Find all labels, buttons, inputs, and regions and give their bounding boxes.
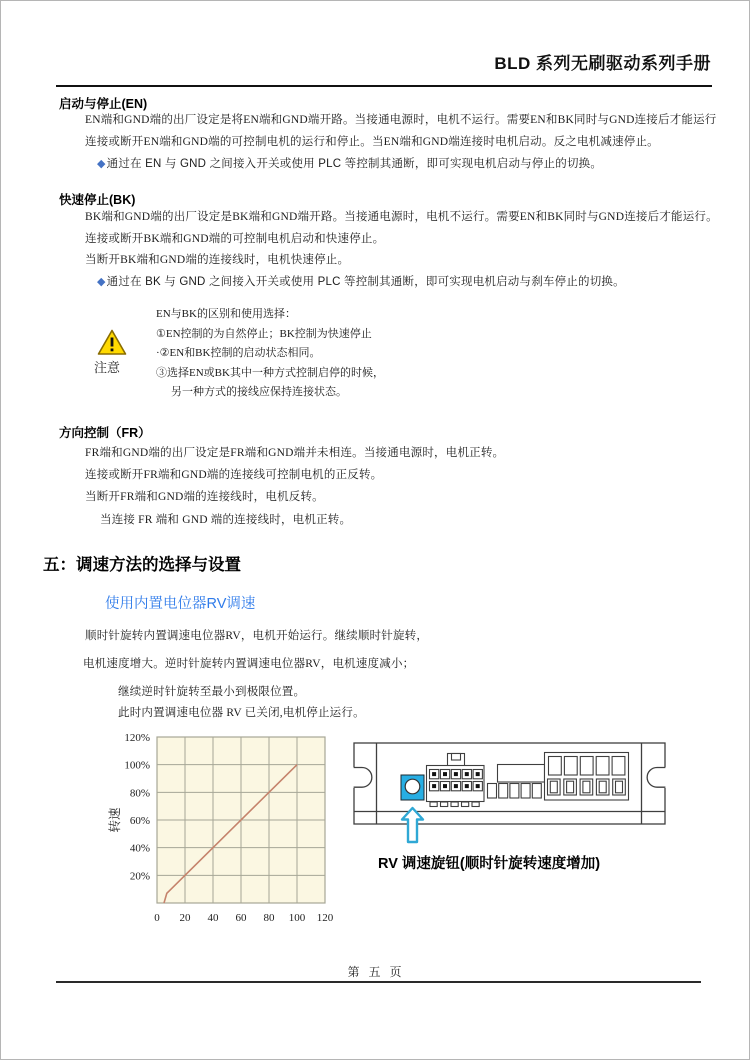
x-tick-label: 80 xyxy=(263,912,275,924)
en-bullet-line xyxy=(97,155,602,171)
fr-paragraph-line: 当连接 FR 端和 GND 端的连接线时，电机正转。 xyxy=(100,514,352,526)
power-terminal-block xyxy=(545,753,629,801)
y-tick-label: 40% xyxy=(129,842,150,855)
note-line: EN与BK的区别和使用选择： xyxy=(156,308,296,320)
speed-chart xyxy=(103,727,353,938)
y-tick-label: 20% xyxy=(129,870,150,883)
x-tick-label: 40 xyxy=(207,912,219,924)
note-label: 注意 xyxy=(94,360,121,375)
en-bullet-text: 通过在 EN 与 GND 之间接入开关或使用 PLC 等控制其通断，即可实现电机启动与停止的切换。 xyxy=(106,158,603,170)
section-heading-en: 启动与停止(EN) xyxy=(59,97,148,111)
page-header-title: BLD 系列无刷驱动系列手册 xyxy=(494,54,711,73)
x-tick-label: 0 xyxy=(154,912,160,924)
fr-paragraph-line: 连接或断开FR端和GND端的连接线可控制电机的正反转。 xyxy=(85,469,383,481)
note-line: ③选择EN或BK其中一种方式控制启停的时候， xyxy=(156,366,384,379)
diamond-bullet-icon: ◆ xyxy=(97,276,106,288)
fr-paragraph-line: 当断开FR端和GND端的连接线时，电机反转。 xyxy=(85,491,324,503)
diamond-bullet-icon: ◆ xyxy=(97,158,106,170)
y-tick-label: 120% xyxy=(124,732,150,744)
x-tick-label: 120 xyxy=(316,912,334,924)
y-tick-label: 100% xyxy=(124,759,150,772)
bk-bullet-line xyxy=(97,273,625,289)
bk-paragraph-line: BK端和GND端的出厂设定是BK端和GND端开路。当接通电源时，电机不运行。需要EN和BK同时与GND连接后才能运行。 xyxy=(85,211,718,223)
note-line: ①EN控制的为自然停止；BK控制为快速停止 xyxy=(156,327,372,340)
page-number-label: 第 五 页 xyxy=(347,965,405,979)
footer-rule xyxy=(56,981,701,983)
x-tick-label: 60 xyxy=(235,912,247,924)
rv-paragraph-line: 电机速度增大。逆时针旋转内置调速电位器RV，电机速度减小； xyxy=(83,658,415,670)
y-tick-label: 60% xyxy=(129,815,150,827)
y-axis-label: 转速 xyxy=(108,807,122,833)
section-heading-fr: 方向控制（FR） xyxy=(59,426,151,440)
header-rule xyxy=(56,85,712,87)
note-line: 另一种方式的接线应保持连接状态。 xyxy=(171,386,347,399)
driver-device-diagram xyxy=(353,742,666,851)
bk-paragraph-line: 当断开BK端和GND端的连接线时，电机快速停止。 xyxy=(85,254,350,266)
en-paragraph-line: EN端和GND端的出厂设定是将EN端和GND端开路。当接通电源时，电机不运行。需要EN和BK同时与GND连接后才能运行 xyxy=(85,114,717,126)
note-text-block xyxy=(156,305,384,403)
section-heading-speed: 五：调速方法的选择与设置 xyxy=(43,556,241,574)
bk-paragraph-line: 连接或断开BK端和GND端的可控制电机启动和快速停止。 xyxy=(85,233,385,245)
rv-potentiometer-knob[interactable] xyxy=(401,775,424,800)
en-paragraph-line: 连接或断开EN端和GND端的可控制电机的运行和停止。当EN端和GND端连接时电机启动。反之电机减速停止。 xyxy=(85,136,659,148)
rv-knob-caption: RV 调速旋钮(顺时针旋转速度增加) xyxy=(378,856,601,872)
right-slot-gap xyxy=(664,767,666,788)
note-line: ·②EN和BK控制的启动状态相同。 xyxy=(156,347,321,360)
rv-paragraph-line: 此时内置调速电位器 RV 已关闭,电机停止运行。 xyxy=(118,707,365,719)
fr-paragraph-line: FR端和GND端的出厂设定是FR端和GND端并未相连。当接通电源时，电机正转。 xyxy=(85,447,505,459)
left-slot-gap xyxy=(353,767,355,788)
bk-bullet-text: 通过在 BK 与 GND 之间接入开关或使用 PLC 等控制其通断，即可实现电机启动与刹车停止的切换。 xyxy=(106,276,625,288)
subheading-rv-speed: 使用内置电位器RV调速 xyxy=(105,596,256,612)
x-tick-label: 20 xyxy=(179,912,191,924)
rv-paragraph-line: 继续逆时针旋转至最小到极限位置。 xyxy=(118,686,306,698)
y-tick-label: 80% xyxy=(129,787,150,800)
section-heading-bk: 快速停止(BK) xyxy=(59,193,136,207)
rv-paragraph-line: 顺时针旋转内置调速电位器RV，电机开始运行。继续顺时针旋转， xyxy=(85,630,429,642)
x-tick-label: 100 xyxy=(288,912,306,924)
